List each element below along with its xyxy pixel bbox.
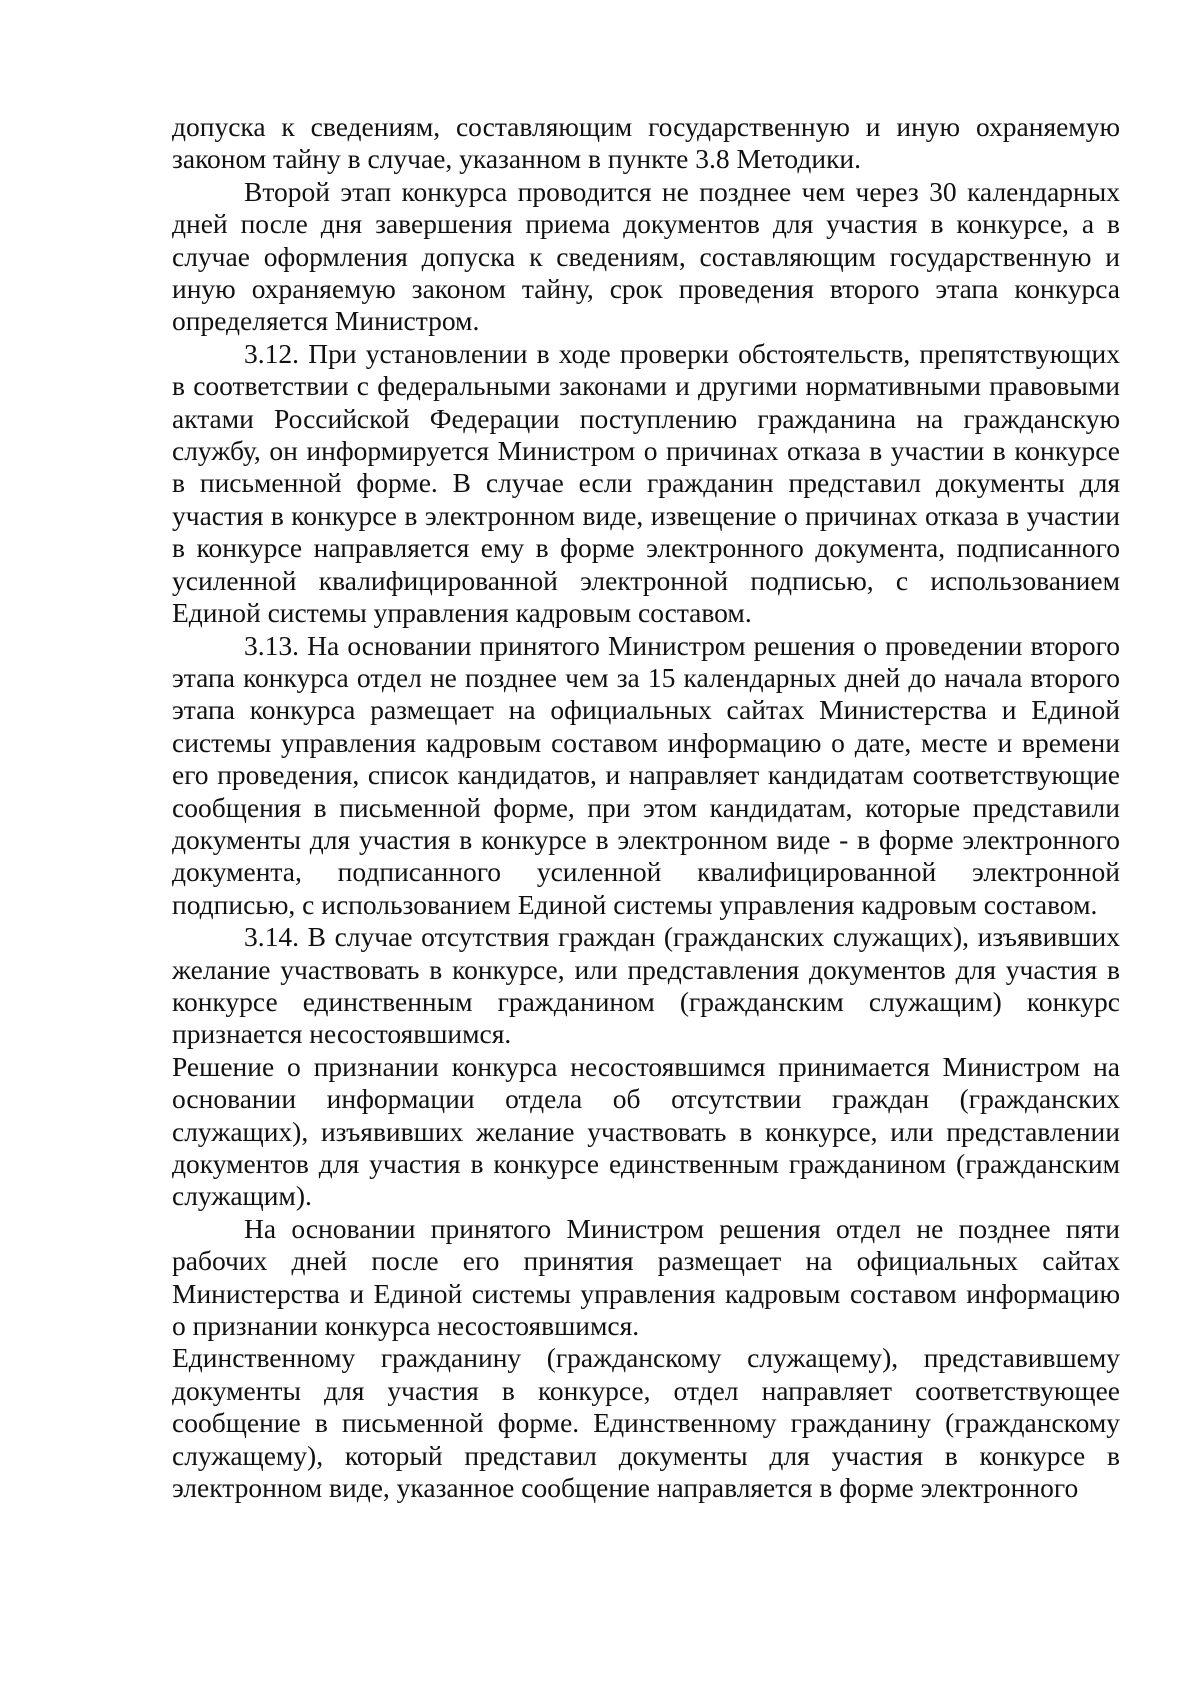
paragraph-3-13: 3.13. На основании принятого Министром решения о проведении второго этапа конкурса отдел не позднее чем за 15 календарных дней до начала второго этапа конкурса размещает на официальных сайтах Министерства и Единой системы управления кадровым составом информацию о дате, месте и времени его проведения, список кандидатов, и направляет кандидатам соответствующие сообщения в письменной форме, при этом кандидатам, которые представили документы для участия в конкурсе в электронном виде - в форме электронного документа, подписанного усиленной квалифицированной электронной подписью, с использованием Единой системы управления кадровым составом. — [172, 629, 1120, 920]
paragraph-3-14: 3.14. В случае отсутствия граждан (гражданских служащих), изъявивших желание участвовать в конкурсе, или представления документов для участия в конкурсе единственным гражданином (гражданским служащим) конкурс признается несостоявшимся. — [172, 921, 1120, 1050]
paragraph-3-12: 3.12. При установлении в ходе проверки обстоятельств, препятствующих в соответствии с федеральными законами и другими нормативными правовыми актами Российской Федерации поступлению гражданина на гражданскую службу, он информируется Министром о причинах отказа в участии в конкурсе в письменной форме. В случае если гражданин представил документы для участия в конкурсе в электронном виде, извещение о причинах отказа в участии в конкурсе направляется ему в форме электронного документа, подписанного усиленной квалифицированной электронной подписью, с использованием Единой системы управления кадровым составом. — [172, 337, 1120, 629]
paragraph-1: допуска к сведениям, составляющим государственную и иную охраняемую законом тайну в случае, указанном в пункте 3.8 Методики. — [172, 111, 1120, 175]
document-page — [172, 111, 1120, 1504]
paragraph-2: Второй этап конкурса проводится не позднее чем через 30 календарных дней после дня завершения приема документов для участия в конкурсе, а в случае оформления допуска к сведениям, составляющим государственную и иную охраняемую законом тайну, срок проведения второго этапа конкурса определяется Министром. — [172, 175, 1120, 337]
paragraph-publication: На основании принятого Министром решения отдел не позднее пяти рабочих дней после его принятия размещает на официальных сайтах Министерства и Единой системы управления кадровым составом информацию о признании конкурса несостоявшимся. — [172, 1212, 1120, 1342]
paragraph-decision: Решение о признании конкурса несостоявшимся принимается Министром на основании информации отдела об отсутствии граждан (гражданских служащих), изъявивших желание участвовать в конкурсе, или представлении документов для участия в конкурсе единственным гражданином (гражданским служащим). — [172, 1050, 1120, 1212]
paragraph-single-candidate: Единственному гражданину (гражданскому служащему), представившему документы для участия в конкурсе, отдел направляет соответствующее сообщение в письменной форме. Единственному гражданину (гражданскому служащему), который представил документы для участия в конкурсе в электронном виде, указанное сообщение направляется в форме электронного — [172, 1342, 1120, 1504]
